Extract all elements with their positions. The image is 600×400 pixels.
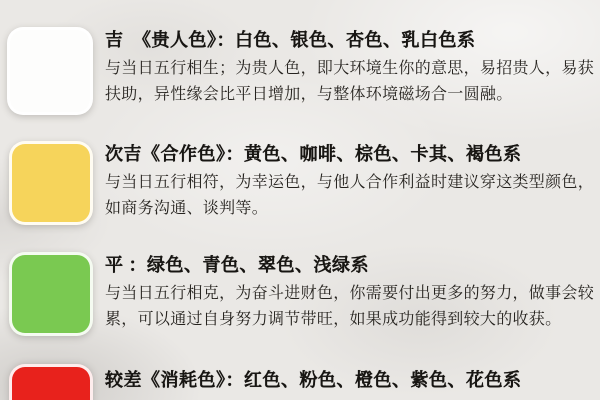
- section-title: 平 ：绿色、青色、翠色、浅绿系: [105, 255, 369, 275]
- green-color-swatch: [9, 252, 93, 336]
- section-title: 吉 《贵人色》：白色、银色、杏色、乳白色系: [105, 30, 476, 50]
- section-text: [105, 141, 594, 222]
- white-color-swatch: [7, 27, 93, 115]
- section-title: 次吉《合作色》：黄色、咖啡、棕色、卡其、褐色系: [105, 144, 522, 164]
- section-description: 与当日五行相生；为贵人色，即大环境生你的意思，易招贵人，易获扶助，异性缘会比平日增加，与整体环境磁场合一圆融。: [105, 60, 595, 103]
- yellow-color-swatch: [9, 141, 93, 225]
- section-second-auspicious: [0, 141, 594, 225]
- red-color-swatch: [9, 364, 93, 400]
- section-text: [105, 27, 594, 108]
- section-auspicious: [0, 27, 594, 115]
- section-title: 较差《消耗色》：红色、粉色、橙色、紫色、花色系: [105, 370, 522, 390]
- section-description: 与当日五行相克，为奋斗进财色，你需要付出更多的努力，做事会较累，可以通过自身努力调节带旺，如果成功能得到较大的收获。: [105, 285, 595, 328]
- section-text: [105, 364, 594, 396]
- section-unfavorable: [0, 364, 594, 400]
- section-text: [105, 252, 594, 333]
- section-neutral: [0, 252, 594, 336]
- section-description: 与当日五行相符，为幸运色，与他人合作利益时建议穿这类型颜色，如商务沟通、谈判等。: [105, 174, 595, 217]
